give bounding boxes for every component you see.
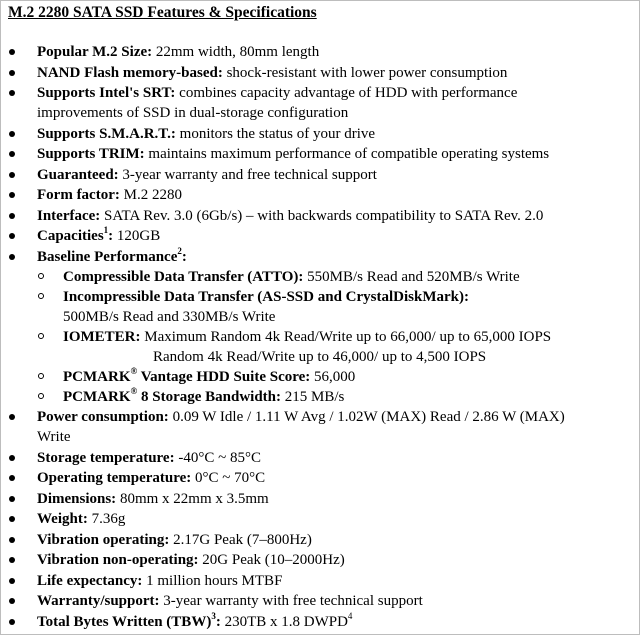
- footnote-mark: 4: [347, 610, 353, 621]
- spec-label: NAND Flash memory-based:: [37, 64, 223, 81]
- performance-label: Incompressible Data Transfer (AS-SSD and CrystalDiskMark):: [63, 288, 469, 305]
- performance-label: Compressible Data Transfer (ATTO):: [63, 268, 304, 285]
- performance-label-text: PCMARK: [63, 368, 131, 385]
- performance-label-rest: Vantage HDD Suite Score:: [137, 368, 311, 385]
- spec-value: 3-year warranty with free technical support: [159, 593, 423, 609]
- spec-item: [0, 63, 640, 83]
- spec-item: [0, 489, 640, 509]
- spec-value: 3-year warranty and free technical support: [118, 166, 377, 183]
- spec-value: 120GB: [113, 228, 161, 244]
- spec-item: [0, 509, 640, 529]
- spec-value: 20G Peak (10–2000Hz): [198, 552, 345, 568]
- spec-value: M.2 2280: [119, 187, 182, 203]
- spec-value: 7.36g: [87, 511, 126, 527]
- registered-mark: ®: [130, 365, 138, 376]
- spec-label: Form factor:: [37, 187, 120, 203]
- performance-label: IOMETER:: [63, 328, 141, 345]
- performance-value: Maximum Random 4k Read/Write up to 66,000/ up to 65,000 IOPS: [140, 328, 552, 345]
- spec-label: [37, 610, 221, 630]
- spec-label: Warranty/support:: [37, 593, 160, 609]
- spec-label: Supports S.M.A.R.T.:: [37, 125, 176, 142]
- spec-list: [0, 42, 640, 632]
- spec-item: [0, 226, 640, 246]
- spec-label: Interface:: [37, 207, 101, 224]
- spec-label: Operating temperature:: [37, 470, 192, 486]
- spec-value: 22mm width, 80mm length: [152, 44, 320, 60]
- performance-item: [37, 367, 640, 387]
- spec-label: Guaranteed:: [37, 166, 119, 183]
- spec-label-colon: :: [108, 228, 114, 244]
- spec-label: Vibration non-operating:: [37, 552, 199, 568]
- performance-value: 56,000: [310, 368, 356, 385]
- spec-label: Power consumption:: [37, 409, 169, 425]
- spec-item: [0, 530, 640, 550]
- spec-label: Vibration operating:: [37, 531, 170, 548]
- performance-item: [37, 287, 640, 327]
- spec-value: SATA Rev. 3.0 (6Gb/s) – with backwards compatibility to SATA Rev. 2.0: [100, 207, 544, 224]
- spec-value-continued: Write: [37, 429, 71, 445]
- spec-label: Weight:: [37, 511, 88, 527]
- spec-value: 0°C ~ 70°C: [191, 470, 266, 486]
- performance-list: [37, 267, 640, 407]
- spec-label: [37, 225, 114, 244]
- performance-label-rest: 8 Storage Bandwidth:: [137, 388, 282, 405]
- spec-item: [0, 83, 640, 123]
- spec-item: [0, 550, 640, 570]
- performance-item: [37, 267, 640, 287]
- performance-label-text: PCMARK: [63, 388, 131, 405]
- spec-item-baseline-performance: [0, 247, 640, 407]
- spec-item: [0, 185, 640, 205]
- footnote-mark: 1: [103, 225, 109, 235]
- spec-item: [0, 42, 640, 62]
- performance-value: 550MB/s Read and 520MB/s Write: [303, 268, 520, 285]
- spec-value: maintains maximum performance of compatible operating systems: [144, 146, 550, 162]
- spec-value: -40°C ~ 85°C: [174, 449, 261, 466]
- performance-item: [37, 387, 640, 407]
- spec-value: combines capacity advantage of HDD with performance: [175, 85, 518, 101]
- document-title: M.2 2280 SATA SSD Features & Specifications: [8, 4, 317, 21]
- spec-item: [0, 206, 640, 226]
- spec-item: [0, 612, 640, 632]
- footnote-mark: 2: [177, 245, 182, 256]
- spec-label: Supports TRIM:: [37, 146, 145, 162]
- spec-label-text: Capacities: [37, 228, 104, 244]
- spec-item: [0, 165, 640, 185]
- registered-mark: ®: [130, 385, 138, 396]
- performance-value-continued: 500MB/s Read and 330MB/s Write: [63, 308, 276, 325]
- spec-value: 2.17G Peak (7–800Hz): [169, 531, 312, 548]
- spec-item: [0, 591, 640, 611]
- spec-label: Storage temperature:: [37, 449, 175, 466]
- performance-value: 215 MB/s: [281, 388, 345, 405]
- spec-value-continued: improvements of SSD in dual-storage configuration: [37, 105, 349, 121]
- footnote-mark: 3: [211, 610, 216, 621]
- spec-value: 0.09 W Idle / 1.11 W Avg / 1.02W (MAX) Read / 2.86 W (MAX): [168, 409, 565, 425]
- spec-label-colon: :: [215, 613, 221, 630]
- spec-label: Supports Intel's SRT:: [37, 85, 176, 101]
- spec-label-text: Baseline Performance: [37, 248, 178, 265]
- spec-item: [0, 571, 640, 591]
- spec-label-colon: :: [181, 248, 187, 265]
- spec-item: [0, 124, 640, 144]
- spec-item: [0, 144, 640, 164]
- spec-label: Dimensions:: [37, 490, 117, 507]
- performance-label: [63, 385, 282, 405]
- spec-value: shock-resistant with lower power consumption: [222, 64, 508, 81]
- spec-label: Life expectancy:: [37, 572, 143, 589]
- spec-label: Popular M.2 Size:: [37, 44, 153, 60]
- spec-item: [0, 468, 640, 488]
- spec-value: 80mm x 22mm x 3.5mm: [116, 490, 269, 507]
- spec-label: [37, 245, 187, 265]
- spec-item: [0, 407, 640, 447]
- performance-item: [37, 327, 640, 367]
- spec-value: monitors the status of your drive: [175, 125, 376, 142]
- spec-label-text: Total Bytes Written (TBW): [37, 613, 212, 630]
- spec-value: 230TB x 1.8 DWPD: [220, 613, 348, 630]
- performance-label: [63, 365, 311, 385]
- spec-item: [0, 448, 640, 468]
- spec-value: 1 million hours MTBF: [142, 572, 283, 589]
- performance-value-continued: Random 4k Read/Write up to 46,000/ up to 4,500 IOPS: [153, 348, 487, 365]
